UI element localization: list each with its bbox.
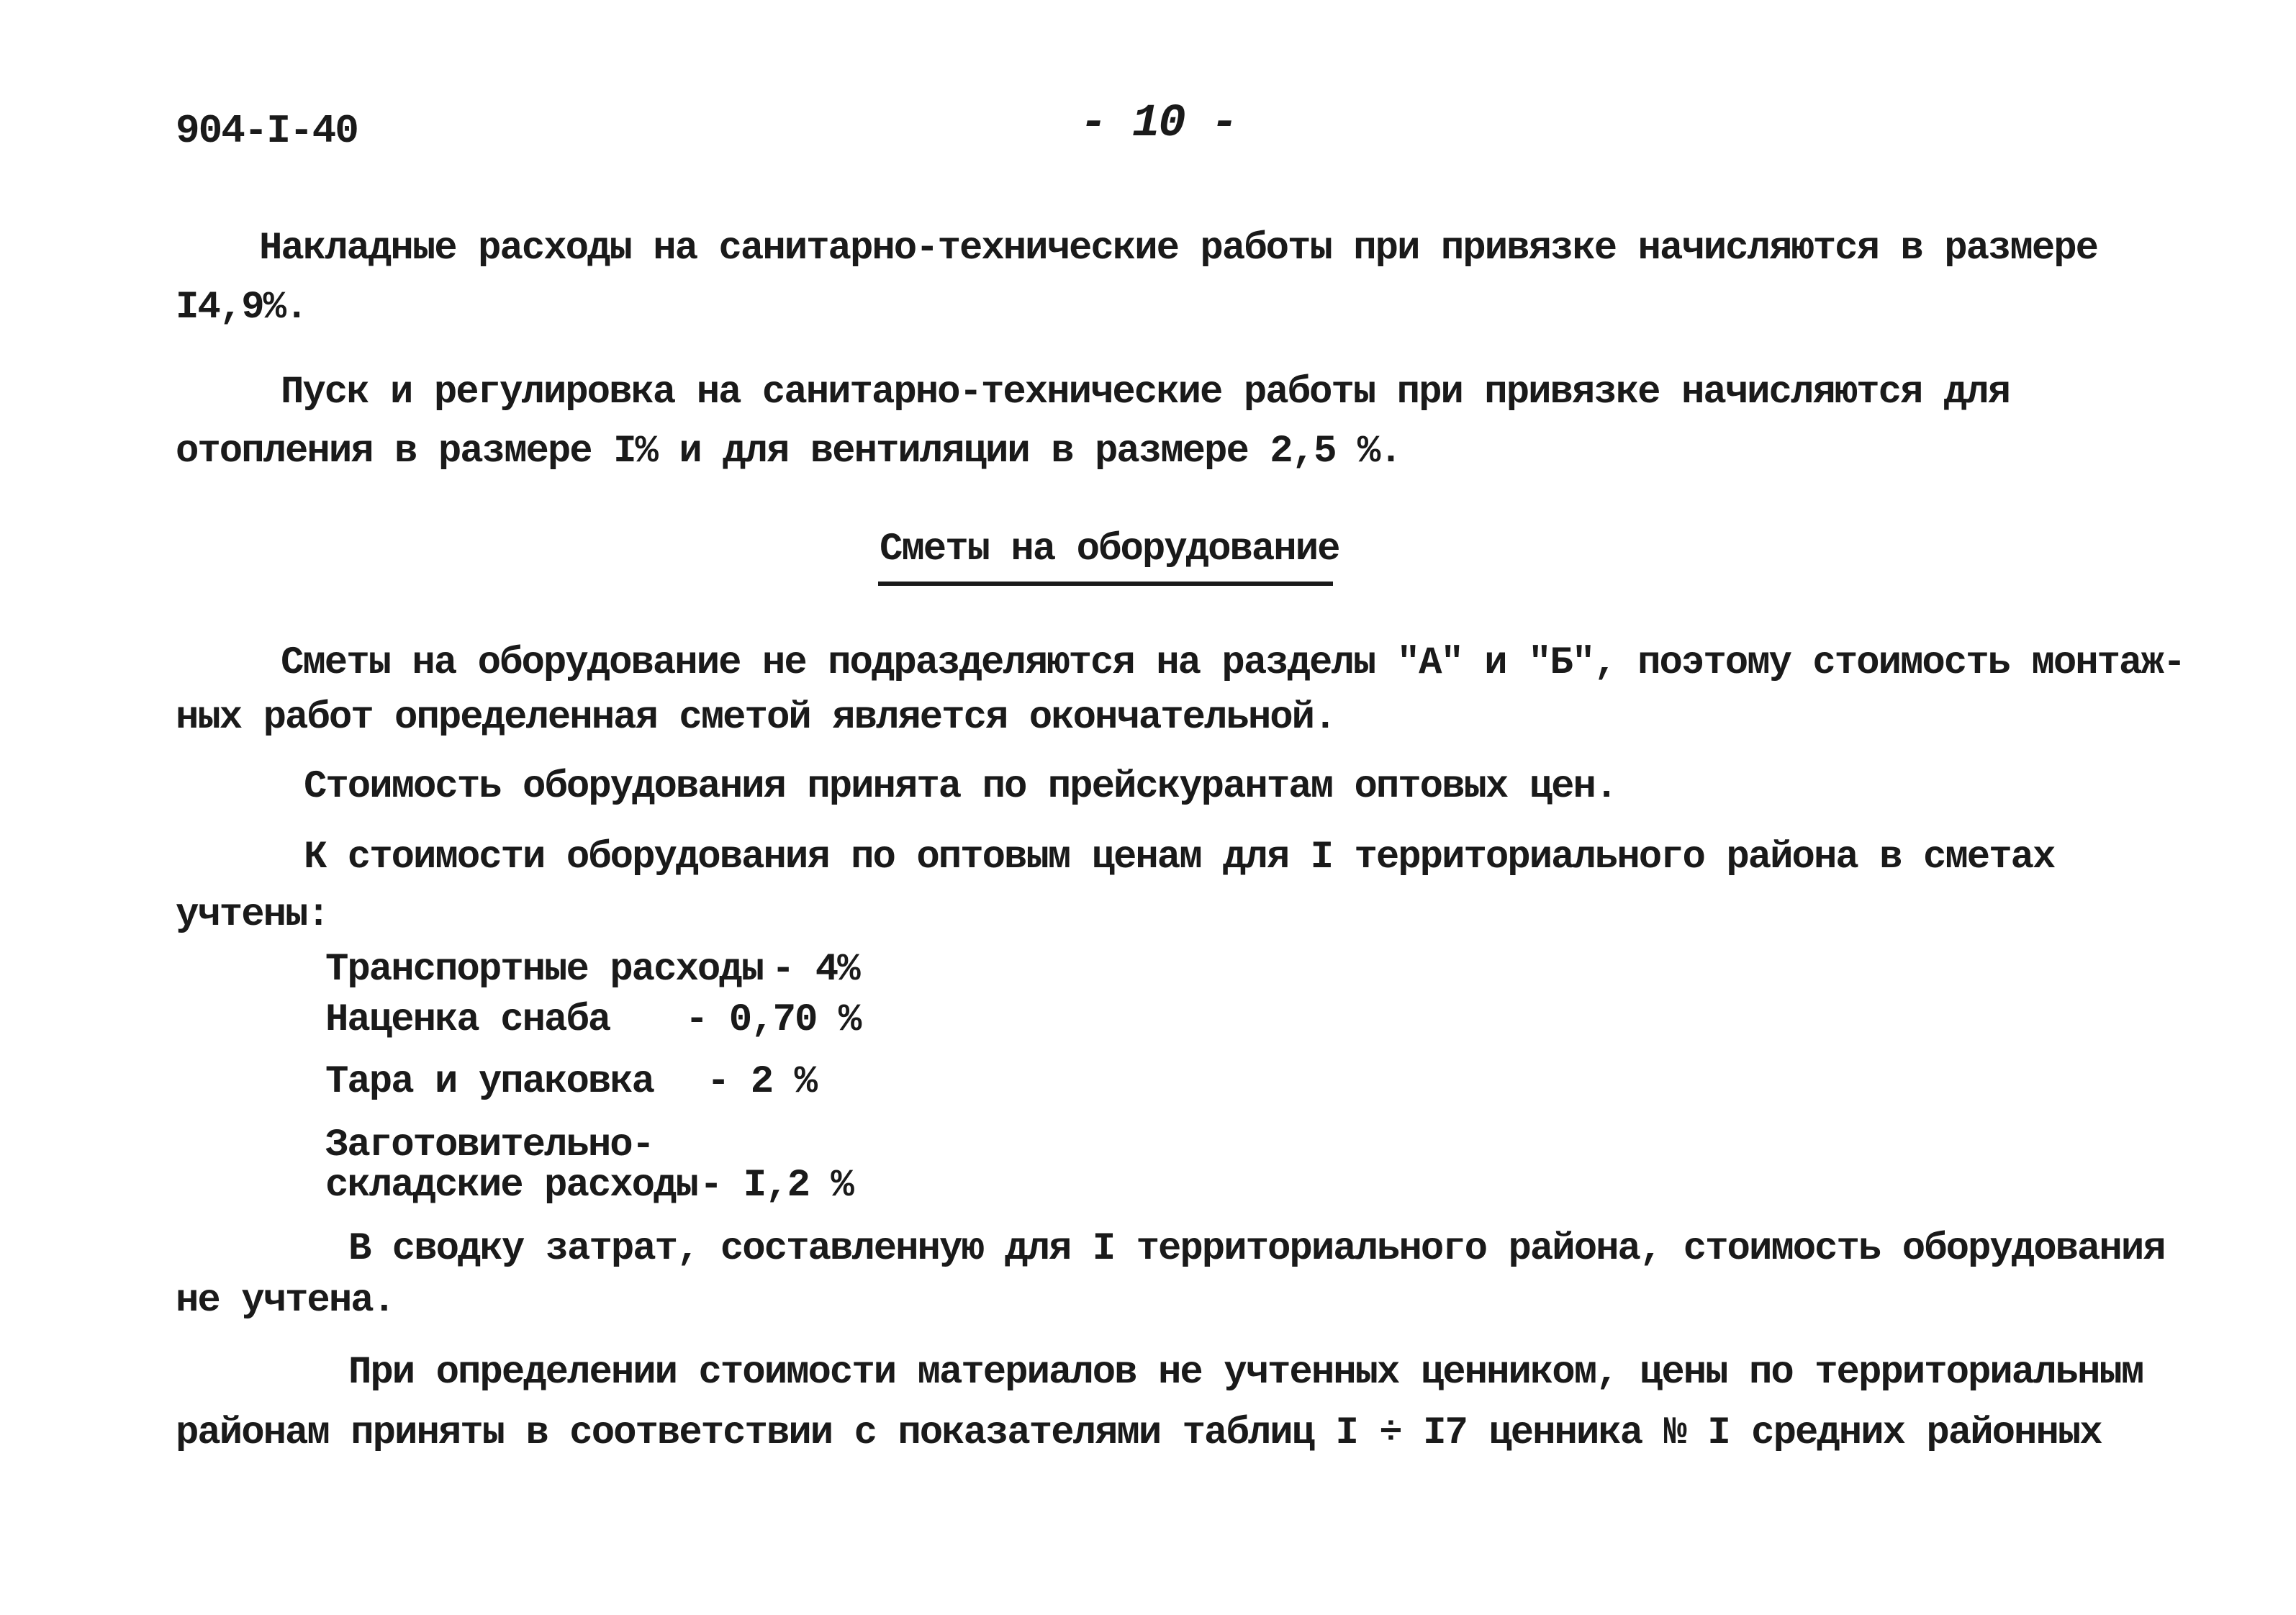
paragraph-summary-line2: не учтена. — [176, 1279, 395, 1323]
paragraph-materials-line1: При определении стоимости материалов не учтенных ценником, цены по территориальным — [348, 1351, 2143, 1395]
paragraph-equipment-cost: Стоимость оборудования принята по прейскурантам оптовых цен. — [304, 765, 1617, 809]
paragraph-overhead-line1: Накладные расходы на санитарно-технические работы при привязке начисляются в размере — [259, 227, 2098, 271]
cost-item-value: - 2 % — [707, 1060, 817, 1104]
cost-item-value: - I,2 % — [700, 1164, 853, 1208]
paragraph-materials-line2: районам приняты в соответствии с показателями таблиц I ÷ I7 ценника № I средних районных — [176, 1411, 2102, 1455]
paragraph-estimates-line1: Сметы на оборудование не подразделяются на разделы "А" и "Б", поэтому стоимость монтаж- — [281, 641, 2185, 685]
paragraph-commissioning-line2: отопления в размере I% и для вентиляции в размере 2,5 %. — [176, 430, 1401, 474]
cost-item-label: Транспортные расходы — [325, 948, 764, 992]
document-code: 904-I-40 — [176, 108, 358, 154]
paragraph-summary-line1: В сводку затрат, составленную для I территориального района, стоимость оборудования — [348, 1227, 2165, 1271]
paragraph-included-line2: учтены: — [176, 893, 329, 937]
cost-item-value: - 0,70 % — [685, 998, 861, 1042]
paragraph-overhead-line2: I4,9%. — [176, 286, 307, 330]
title-underline — [878, 582, 1333, 586]
paragraph-estimates-line2: ных работ определенная сметой является окончательной. — [176, 696, 1336, 740]
paragraph-included-line1: К стоимости оборудования по оптовым ценам для I территориального района в сметах — [304, 836, 2055, 879]
cost-item-value: - 4% — [772, 948, 859, 992]
page-number: - 10 - — [1080, 98, 1237, 150]
section-title: Сметы на оборудование — [880, 528, 1339, 571]
paragraph-commissioning-line1: Пуск и регулировка на санитарно-технические работы при привязке начисляются для — [281, 371, 2010, 415]
cost-item-label: Заготовительно- — [325, 1123, 654, 1167]
cost-item-label-continued: складские расходы — [325, 1164, 697, 1208]
cost-item-label: Тара и упаковка — [325, 1060, 654, 1104]
cost-item-label: Наценка снаба — [325, 998, 610, 1042]
